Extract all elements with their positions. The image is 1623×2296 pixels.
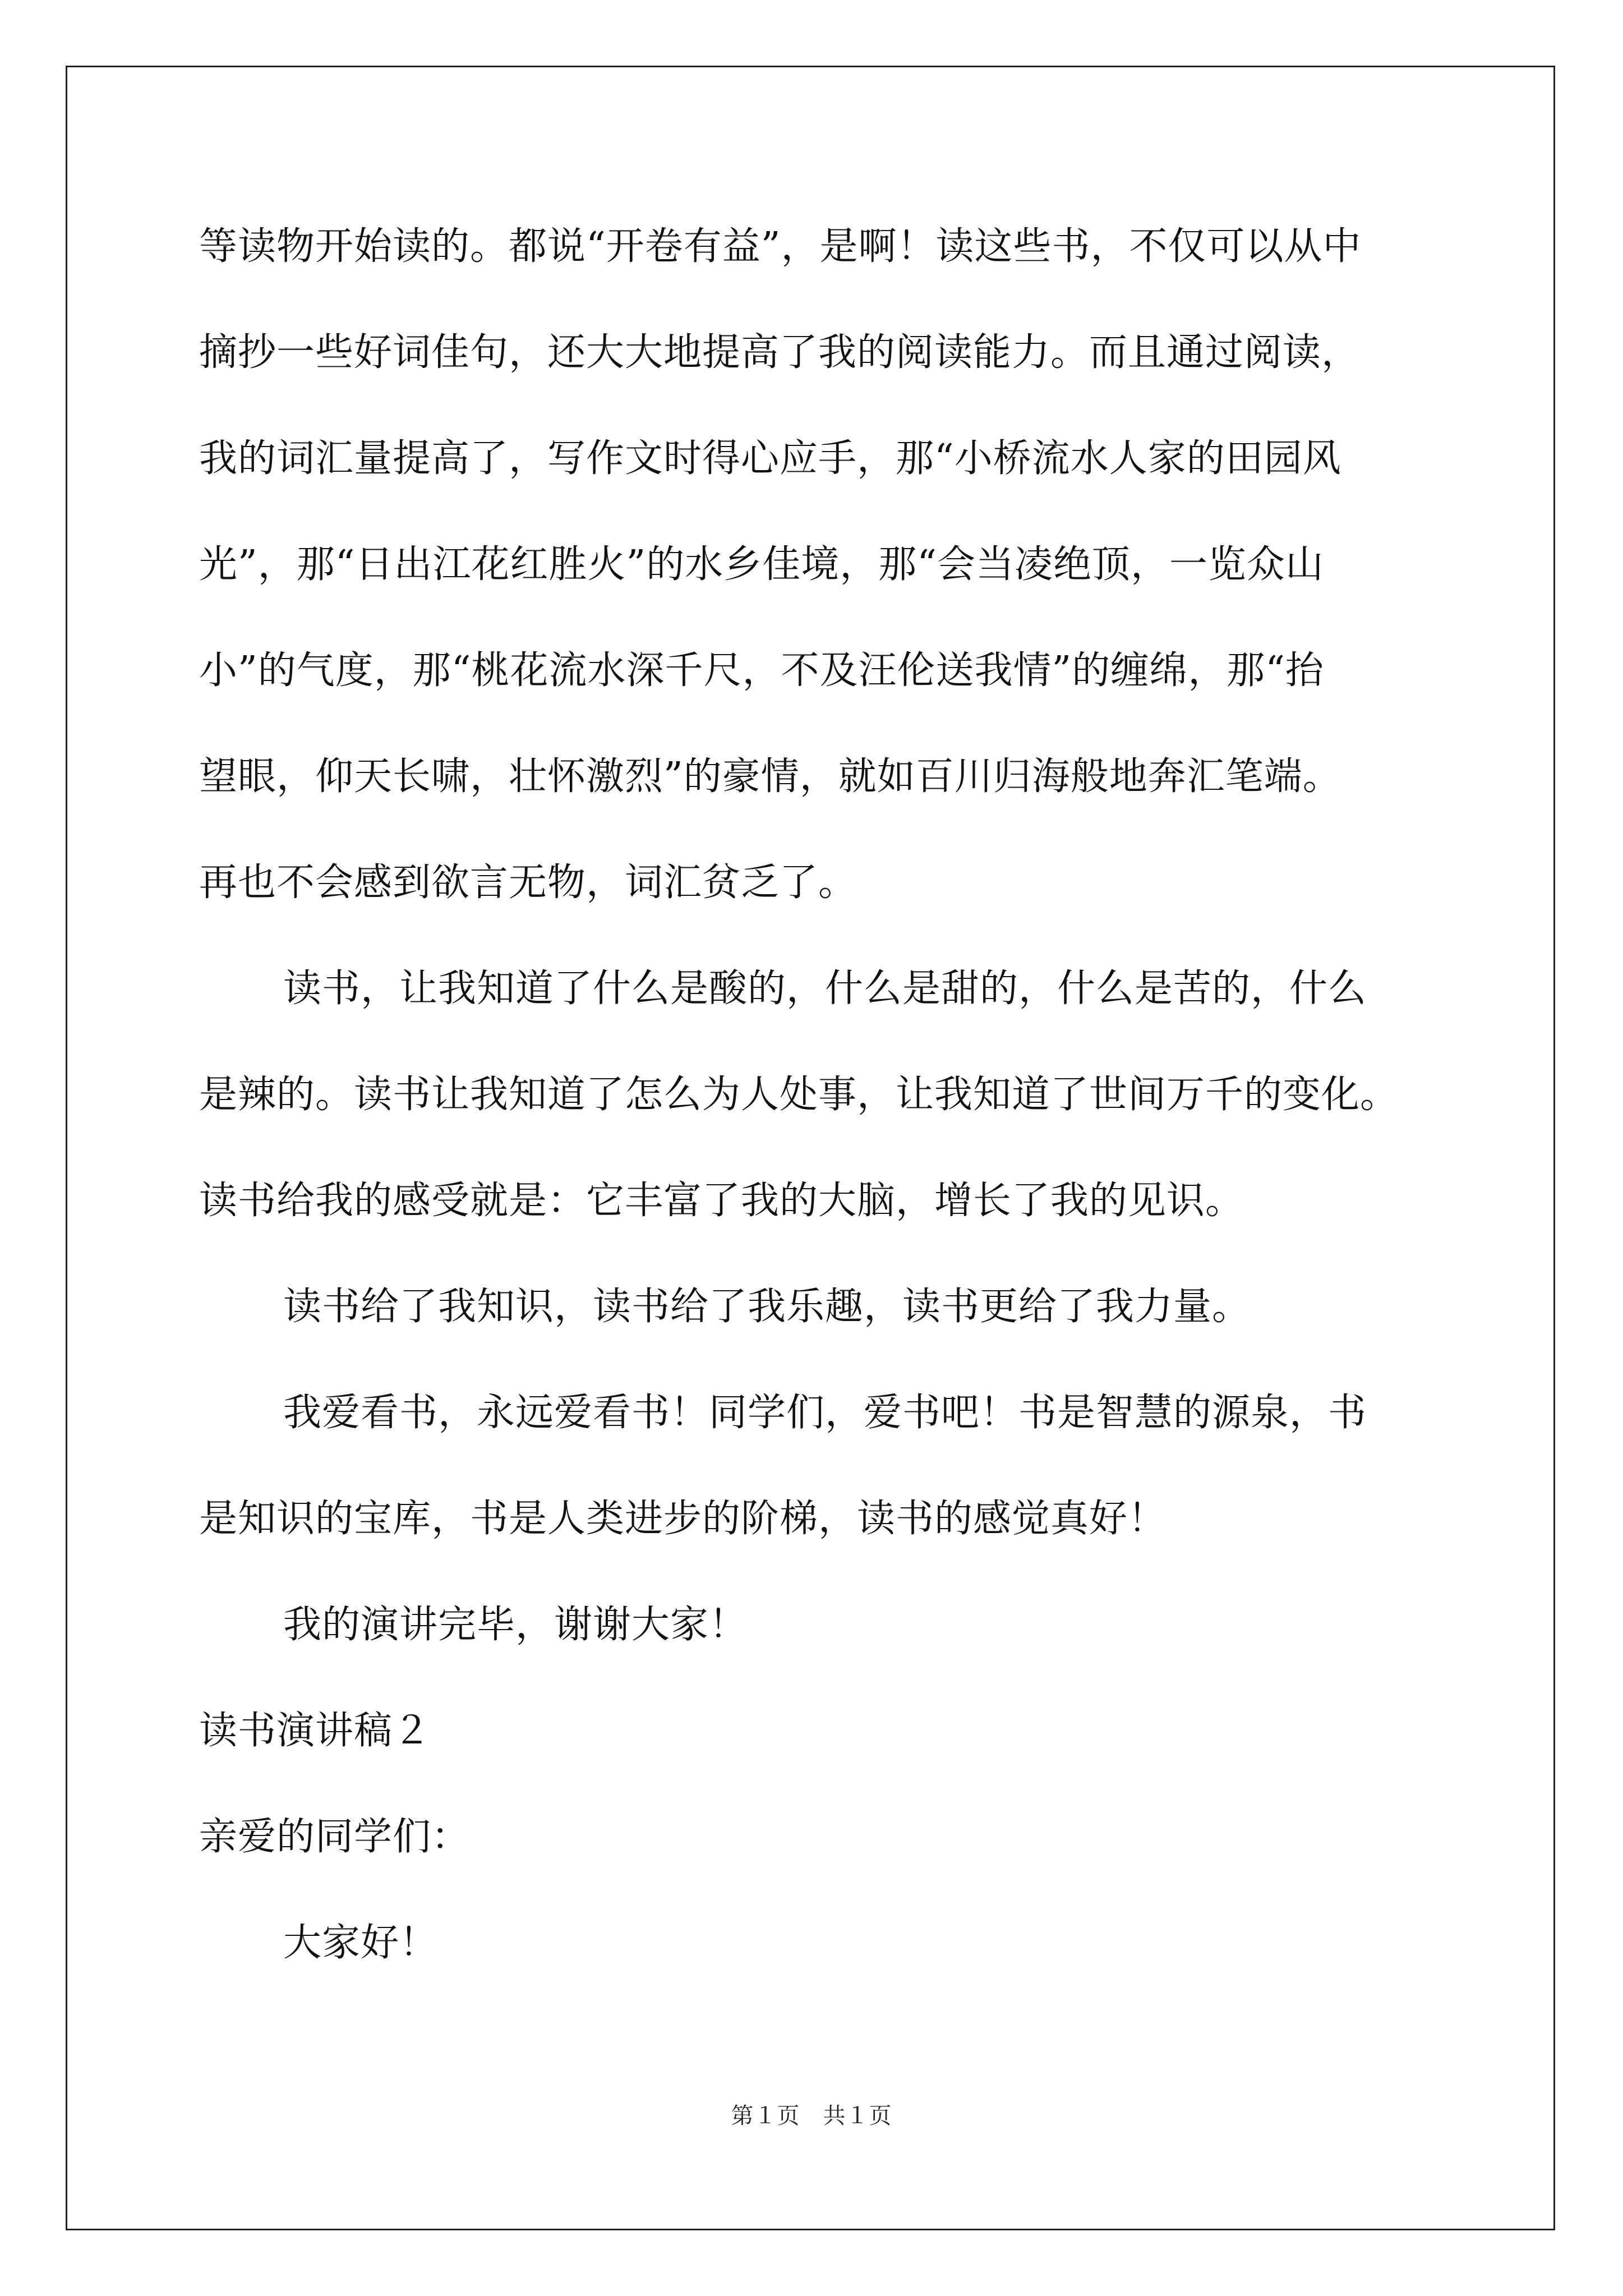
text-line-7: 再也不会感到欲言无物，词汇贫乏了。 [199, 861, 857, 905]
text-line-1: 等读物开始读的。都说“开卷有益”，是啊！读这些书，不仅可以从中 [199, 224, 1362, 269]
salutation: 亲爱的同学们： [199, 1815, 471, 1859]
text-line-13: 是知识的宝库，书是人类进步的阶梯，读书的感觉真好！ [199, 1497, 1167, 1541]
section-heading: 读书演讲稿２ [199, 1709, 432, 1753]
document-body [199, 213, 1467, 2016]
text-line-14: 我的演讲完毕，谢谢大家！ [283, 1603, 748, 1647]
page-number-footer: 第１页 共１页 [731, 2103, 892, 2129]
text-line-8: 读书，让我知道了什么是酸的，什么是甜的，什么是苦的，什么 [283, 967, 1367, 1011]
text-line-10: 读书给我的感受就是：它丰富了我的大脑，增长了我的见识。 [199, 1179, 1244, 1223]
text-line-12: 我爱看书，永远爱看书！同学们，爱书吧！书是智慧的源泉，书 [283, 1391, 1367, 1435]
text-line-11: 读书给了我知识，读书给了我乐趣，读书更给了我力量。 [283, 1285, 1251, 1329]
text-line-9: 是辣的。读书让我知道了怎么为人处事，让我知道了世间万千的变化。 [199, 1073, 1399, 1117]
text-line-2: 摘抄一些好词佳句，还大大地提高了我的阅读能力。而且通过阅读， [199, 330, 1361, 375]
text-line-5: 小”的气度，那“桃花流水深千尺，不及汪伦送我情”的缠绵，那“抬 [199, 648, 1325, 693]
text-line-6: 望眼，仰天长啸，壮怀激烈”的豪情，就如百川归海般地奔汇笔端。 [199, 754, 1341, 799]
text-line-4: 光”，那“日出江花红胜火”的水乡佳境，那“会当凌绝顶，一览众山 [199, 542, 1325, 587]
greeting: 大家好！ [283, 1921, 439, 1965]
text-line-3: 我的词汇量提高了，写作文时得心应手，那“小桥流水人家的田园风 [199, 436, 1341, 481]
